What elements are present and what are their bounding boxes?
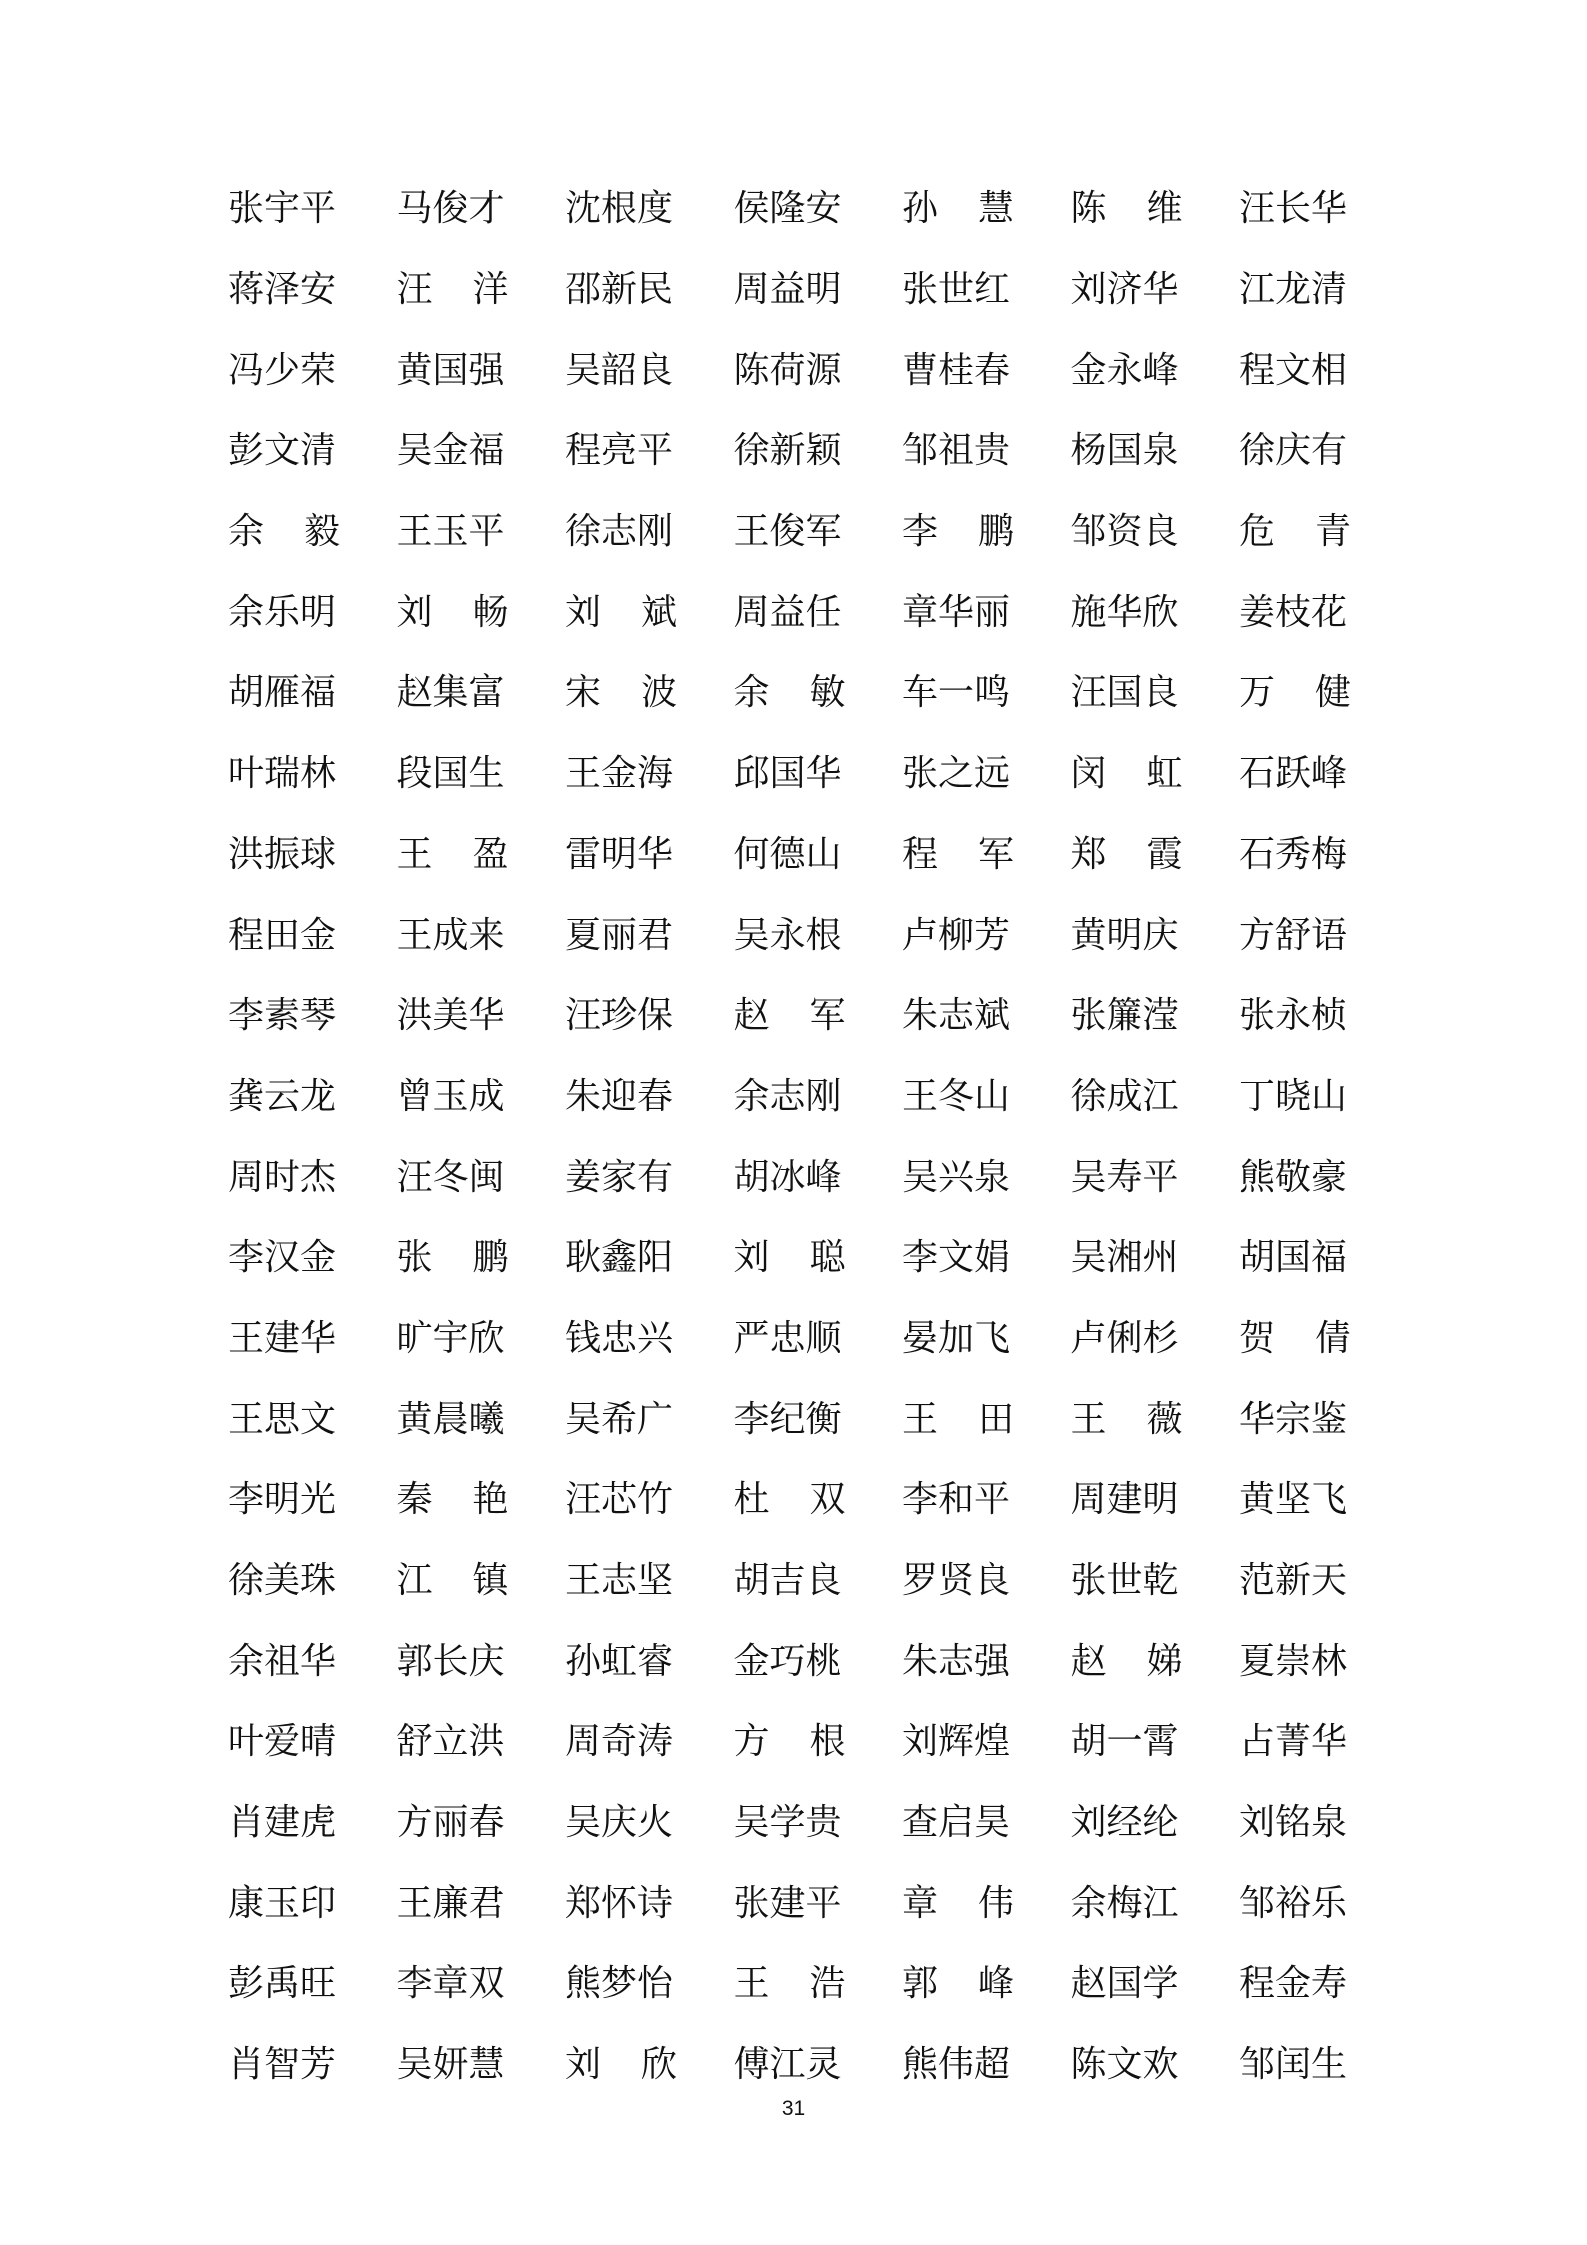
name-entry: 卢俐杉 [1070, 1317, 1179, 1359]
name-entry: 胡雁福 [228, 672, 337, 714]
name-entry: 吴妍慧 [396, 2044, 505, 2086]
name-entry: 冯少荣 [228, 349, 337, 391]
name-entry: 李素琴 [228, 995, 337, 1037]
name-entry: 万 健 [1239, 672, 1351, 714]
name-entry: 宋 波 [565, 672, 677, 714]
name-entry: 李和平 [902, 1479, 1011, 1521]
name-entry: 华宗鉴 [1239, 1398, 1348, 1440]
name-entry: 李 鹏 [902, 511, 1014, 553]
name-entry: 吴寿平 [1070, 1156, 1179, 1198]
name-entry: 汪长华 [1239, 188, 1348, 230]
name-entry: 周益明 [733, 269, 842, 311]
name-entry: 吴永根 [733, 914, 842, 956]
name-entry: 孙 慧 [902, 188, 1014, 230]
name-entry: 罗贤良 [902, 1560, 1011, 1602]
name-entry: 江 镇 [396, 1560, 509, 1602]
name-entry: 刘辉煌 [902, 1721, 1011, 1763]
name-list [228, 169, 1368, 2106]
name-entry: 王 薇 [1070, 1398, 1183, 1440]
name-entry: 黄明庆 [1070, 914, 1179, 956]
name-entry: 刘 斌 [565, 591, 677, 633]
name-entry: 黄晨曦 [396, 1398, 505, 1440]
name-entry: 姜家有 [565, 1156, 674, 1198]
name-entry: 吴希广 [565, 1398, 674, 1440]
name-entry: 王成来 [396, 914, 505, 956]
name-entry: 王廉君 [396, 1882, 505, 1924]
name-entry: 段国生 [396, 753, 505, 795]
name-entry: 程金寿 [1239, 1963, 1348, 2005]
name-entry: 徐庆有 [1239, 430, 1348, 472]
name-entry: 吴湘州 [1070, 1237, 1179, 1279]
name-entry: 王志坚 [565, 1560, 674, 1602]
name-entry: 赵 军 [733, 995, 846, 1037]
name-entry: 黄国强 [396, 349, 505, 391]
name-entry: 余 敏 [733, 672, 846, 714]
name-entry: 张建平 [733, 1882, 842, 1924]
name-entry: 张世乾 [1070, 1560, 1179, 1602]
name-entry: 蒋泽安 [228, 269, 337, 311]
name-entry: 余祖华 [228, 1640, 337, 1682]
name-entry: 江龙清 [1239, 269, 1348, 311]
name-entry: 夏丽君 [565, 914, 674, 956]
name-entry: 张 鹏 [396, 1237, 509, 1279]
name-entry: 邱国华 [733, 753, 842, 795]
name-entry: 余志刚 [733, 1075, 842, 1117]
name-entry: 施华欣 [1070, 591, 1179, 633]
name-entry: 余梅江 [1070, 1882, 1179, 1924]
name-entry: 余乐明 [228, 591, 337, 633]
name-entry: 孙虹睿 [565, 1640, 674, 1682]
name-entry: 刘 欣 [565, 2044, 677, 2086]
name-entry: 龚云龙 [228, 1075, 337, 1117]
name-entry: 刘济华 [1070, 269, 1179, 311]
name-entry: 李汉金 [228, 1237, 337, 1279]
name-entry: 严忠顺 [733, 1317, 842, 1359]
name-entry: 傅江灵 [733, 2044, 842, 2086]
name-entry: 黄坚飞 [1239, 1479, 1348, 1521]
name-entry: 章 伟 [902, 1882, 1014, 1924]
name-entry: 舒立洪 [396, 1721, 505, 1763]
name-entry: 肖智芳 [228, 2044, 337, 2086]
name-entry: 程亮平 [565, 430, 674, 472]
name-entry: 赵 娣 [1070, 1640, 1183, 1682]
name-entry: 彭文清 [228, 430, 337, 472]
name-entry: 叶瑞林 [228, 753, 337, 795]
name-entry: 李文娟 [902, 1237, 1011, 1279]
name-entry: 王金海 [565, 753, 674, 795]
name-entry: 吴学贵 [733, 1802, 842, 1844]
page-number: 31 [781, 2097, 806, 2120]
name-entry: 张宇平 [228, 188, 337, 230]
name-entry: 刘经纶 [1070, 1802, 1179, 1844]
name-entry: 汪芯竹 [565, 1479, 674, 1521]
name-entry: 刘 聪 [733, 1237, 846, 1279]
name-entry: 吴庆火 [565, 1802, 674, 1844]
name-entry: 耿鑫阳 [565, 1237, 674, 1279]
name-entry: 洪美华 [396, 995, 505, 1037]
name-entry: 汪国良 [1070, 672, 1179, 714]
name-entry: 康玉印 [228, 1882, 337, 1924]
name-entry: 石跃峰 [1239, 753, 1348, 795]
name-entry: 马俊才 [396, 188, 505, 230]
name-entry: 程文相 [1239, 349, 1348, 391]
name-entry: 周奇涛 [565, 1721, 674, 1763]
name-entry: 杜 双 [733, 1479, 846, 1521]
name-entry: 雷明华 [565, 833, 674, 875]
name-entry: 方 根 [733, 1721, 846, 1763]
name-entry: 朱迎春 [565, 1075, 674, 1117]
name-entry: 汪冬闽 [396, 1156, 505, 1198]
name-entry: 侯隆安 [733, 188, 842, 230]
name-entry: 方舒语 [1239, 914, 1348, 956]
name-entry: 夏崇林 [1239, 1640, 1348, 1682]
name-entry: 刘 畅 [396, 591, 509, 633]
name-entry: 何德山 [733, 833, 842, 875]
name-entry: 胡冰峰 [733, 1156, 842, 1198]
name-entry: 曾玉成 [396, 1075, 505, 1117]
name-entry: 刘铭泉 [1239, 1802, 1348, 1844]
name-entry: 吴韶良 [565, 349, 674, 391]
name-entry: 朱志斌 [902, 995, 1011, 1037]
name-entry: 张世红 [902, 269, 1011, 311]
name-entry: 徐美珠 [228, 1560, 337, 1602]
name-entry: 车一鸣 [902, 672, 1011, 714]
name-entry: 邹裕乐 [1239, 1882, 1348, 1924]
name-entry: 周建明 [1070, 1479, 1179, 1521]
name-entry: 叶爱晴 [228, 1721, 337, 1763]
name-entry: 吴兴泉 [902, 1156, 1011, 1198]
name-entry: 姜枝花 [1239, 591, 1348, 633]
name-entry: 肖建虎 [228, 1802, 337, 1844]
name-entry: 卢柳芳 [902, 914, 1011, 956]
name-entry: 张簾滢 [1070, 995, 1179, 1037]
name-entry: 熊敬豪 [1239, 1156, 1348, 1198]
name-entry: 旷宇欣 [396, 1317, 505, 1359]
name-entry: 王玉平 [396, 511, 505, 553]
name-entry: 王 盈 [396, 833, 509, 875]
name-entry: 余 毅 [228, 511, 340, 553]
name-entry: 张之远 [902, 753, 1011, 795]
name-entry: 郭 峰 [902, 1963, 1014, 2005]
name-entry: 张永桢 [1239, 995, 1348, 1037]
name-entry: 熊伟超 [902, 2044, 1011, 2086]
name-entry: 王冬山 [902, 1075, 1011, 1117]
name-entry: 朱志强 [902, 1640, 1011, 1682]
name-entry: 方丽春 [396, 1802, 505, 1844]
name-entry: 陈 维 [1070, 188, 1183, 230]
name-entry: 王 田 [902, 1398, 1014, 1440]
name-entry: 陈荷源 [733, 349, 842, 391]
name-entry: 郑 霞 [1070, 833, 1183, 875]
name-entry: 邹闰生 [1239, 2044, 1348, 2086]
name-entry: 胡吉良 [733, 1560, 842, 1602]
name-entry: 曹桂春 [902, 349, 1011, 391]
name-entry: 金永峰 [1070, 349, 1179, 391]
name-entry: 丁晓山 [1239, 1075, 1348, 1117]
name-entry: 徐志刚 [565, 511, 674, 553]
name-entry: 沈根度 [565, 188, 674, 230]
name-entry: 石秀梅 [1239, 833, 1348, 875]
name-entry: 章华丽 [902, 591, 1011, 633]
name-entry: 熊梦怡 [565, 1963, 674, 2005]
name-entry: 杨国泉 [1070, 430, 1179, 472]
name-entry: 李明光 [228, 1479, 337, 1521]
name-entry: 李纪衡 [733, 1398, 842, 1440]
name-entry: 秦 艳 [396, 1479, 509, 1521]
name-entry: 徐成江 [1070, 1075, 1179, 1117]
name-entry: 胡一霄 [1070, 1721, 1179, 1763]
name-entry: 王建华 [228, 1317, 337, 1359]
name-entry: 赵集富 [396, 672, 505, 714]
name-entry: 汪珍保 [565, 995, 674, 1037]
name-entry: 查启昊 [902, 1802, 1011, 1844]
name-entry: 郭长庆 [396, 1640, 505, 1682]
name-entry: 王俊军 [733, 511, 842, 553]
name-entry: 占菁华 [1239, 1721, 1348, 1763]
name-entry: 邹祖贵 [902, 430, 1011, 472]
name-entry: 王思文 [228, 1398, 337, 1440]
name-entry: 晏加飞 [902, 1317, 1011, 1359]
name-entry: 危 青 [1239, 511, 1351, 553]
name-entry: 陈文欢 [1070, 2044, 1179, 2086]
name-entry: 郑怀诗 [565, 1882, 674, 1924]
name-entry: 闵 虹 [1070, 753, 1183, 795]
name-entry: 李章双 [396, 1963, 505, 2005]
name-entry: 胡国福 [1239, 1237, 1348, 1279]
name-entry: 洪振球 [228, 833, 337, 875]
name-entry: 邹资良 [1070, 511, 1179, 553]
name-entry: 王 浩 [733, 1963, 846, 2005]
name-entry: 彭禹旺 [228, 1963, 337, 2005]
name-entry: 钱忠兴 [565, 1317, 674, 1359]
name-entry: 程 军 [902, 833, 1014, 875]
name-entry: 程田金 [228, 914, 337, 956]
name-entry: 范新天 [1239, 1560, 1348, 1602]
name-entry: 周益任 [733, 591, 842, 633]
name-entry: 邵新民 [565, 269, 674, 311]
name-entry: 赵国学 [1070, 1963, 1179, 2005]
name-entry: 汪 洋 [396, 269, 509, 311]
name-entry: 吴金福 [396, 430, 505, 472]
name-entry: 周时杰 [228, 1156, 337, 1198]
name-entry: 贺 倩 [1239, 1317, 1351, 1359]
name-entry: 徐新颖 [733, 430, 842, 472]
name-entry: 金巧桃 [733, 1640, 842, 1682]
